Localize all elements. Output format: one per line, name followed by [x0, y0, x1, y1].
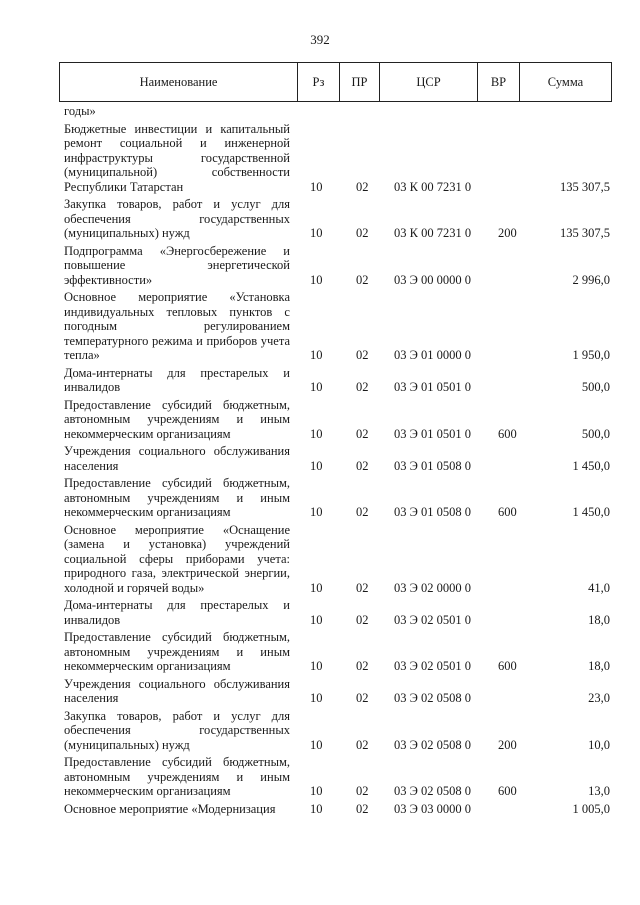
cell-pr: 02 — [356, 380, 369, 394]
table-body — [64, 104, 610, 819]
table-row — [64, 802, 610, 817]
cell-rz: 10 — [310, 580, 323, 595]
cell-pr: 02 — [356, 426, 369, 441]
cell-csr: 03 Э 01 0508 0 — [394, 458, 472, 473]
cell-rz: 10 — [310, 179, 323, 194]
cell-sum: 23,0 — [588, 691, 610, 705]
cell-name: Предоставление субсидий бюджетным, автономным учреждениям и иным некоммерческим организациям — [64, 630, 290, 673]
cell-sum: 1 005,0 — [572, 801, 610, 816]
header-csr: ЦСР — [380, 63, 478, 101]
page-number: 392 — [310, 32, 330, 47]
table-row — [64, 755, 610, 799]
cell-rz: 10 — [310, 659, 323, 673]
cell-name: Предоставление субсидий бюджетным, автономным учреждениям и иным некоммерческим организациям — [64, 476, 290, 519]
table-row — [64, 598, 610, 627]
cell-name: Закупка товаров, работ и услуг для обеспечения государственных (муниципальных) нужд — [64, 197, 290, 240]
cell-rz: 10 — [310, 272, 323, 287]
cell-pr: 02 — [356, 272, 369, 287]
cell-name: Дома-интернаты для престарелых и инвалидов — [64, 365, 290, 394]
cell-sum: 13,0 — [588, 784, 610, 798]
cell-name: Предоставление субсидий бюджетным, автономным учреждениям и иным некоммерческим организациям — [64, 755, 290, 798]
cell-rz: 10 — [310, 784, 323, 798]
cell-csr: 03 Э 01 0501 0 — [394, 426, 472, 441]
cell-vr: 600 — [498, 659, 517, 673]
cell-pr: 02 — [356, 226, 369, 240]
table-row — [64, 444, 610, 473]
cell-csr: 03 Э 02 0508 0 — [394, 691, 472, 705]
cell-name: Подпрограмма «Энергосбережение и повышение энергетической эффективности» — [64, 243, 290, 287]
cell-csr: 03 Э 02 0508 0 — [394, 737, 472, 752]
header-pr: ПР — [340, 63, 380, 101]
cell-csr: 03 Э 01 0501 0 — [394, 380, 472, 394]
cell-name: Дома-интернаты для престарелых и инвалидов — [64, 598, 290, 627]
cell-name: годы» — [64, 104, 96, 118]
cell-sum: 500,0 — [581, 426, 610, 441]
table-row — [64, 709, 610, 753]
cell-pr: 02 — [356, 659, 369, 673]
cell-name: Основное мероприятие «Модернизация — [64, 801, 276, 816]
cell-vr: 200 — [498, 737, 517, 752]
cell-pr: 02 — [356, 505, 369, 519]
cell-pr: 02 — [356, 691, 369, 705]
cell-sum: 2 996,0 — [572, 272, 610, 287]
cell-name: Учреждения социального обслуживания населения — [64, 676, 290, 705]
table-row — [64, 122, 610, 195]
cell-rz: 10 — [310, 426, 323, 441]
cell-rz: 10 — [310, 380, 323, 394]
cell-rz: 10 — [310, 801, 323, 816]
cell-rz: 10 — [310, 505, 323, 519]
cell-name: Основное мероприятие «Оснащение (замена и установка) учреждений социальной сферы приборами учета: природного газа, электрической энергии, холодной и горячей воды» — [64, 522, 290, 595]
cell-name: Учреждения социального обслуживания населения — [64, 444, 290, 473]
cell-csr: 03 Э 00 0000 0 — [394, 272, 472, 287]
cell-pr: 02 — [356, 737, 369, 752]
cell-pr: 02 — [356, 801, 369, 816]
table-row — [64, 630, 610, 674]
table-row — [64, 523, 610, 596]
table-row — [64, 476, 610, 520]
header-rz: Рз — [298, 63, 340, 101]
cell-sum: 135 307,5 — [560, 226, 610, 240]
table-row — [64, 677, 610, 706]
cell-csr: 03 Э 03 0000 0 — [394, 801, 472, 816]
cell-vr: 200 — [498, 226, 517, 240]
cell-rz: 10 — [310, 458, 323, 473]
cell-csr: 03 Э 02 0501 0 — [394, 659, 472, 673]
cell-sum: 1 450,0 — [572, 458, 610, 473]
cell-rz: 10 — [310, 226, 323, 240]
table-row — [64, 366, 610, 395]
cell-csr: 03 Э 01 0508 0 — [394, 505, 472, 519]
cell-sum: 18,0 — [588, 659, 610, 673]
cell-csr: 03 Э 02 0000 0 — [394, 580, 472, 595]
header-vr: ВР — [478, 63, 520, 101]
cell-vr: 600 — [498, 784, 517, 798]
cell-name: Бюджетные инвестиции и капитальный ремонт социальной и инженерной инфраструктуры государственной (муниципальной) собственности Республики Татарстан — [64, 121, 290, 194]
header-name: Наименование — [60, 63, 298, 101]
table-row — [64, 244, 610, 288]
cell-sum: 1 950,0 — [572, 348, 610, 362]
header-sum: Сумма — [547, 75, 584, 89]
cell-csr: 03 Э 02 0501 0 — [394, 612, 472, 627]
table-row — [64, 104, 610, 119]
cell-vr: 600 — [498, 505, 517, 519]
cell-sum: 135 307,5 — [560, 179, 610, 194]
cell-pr: 02 — [356, 612, 369, 627]
cell-rz: 10 — [310, 348, 323, 362]
cell-csr: 03 К 00 7231 0 — [394, 226, 472, 240]
cell-csr: 03 К 00 7231 0 — [394, 179, 472, 194]
table-row — [64, 290, 610, 363]
cell-name: Основное мероприятие «Установка индивидуальных тепловых пунктов с погодным регулированием температурного режима и приборов учета тепла» — [64, 290, 290, 362]
cell-csr: 03 Э 02 0508 0 — [394, 784, 472, 798]
cell-sum: 500,0 — [581, 380, 610, 394]
cell-rz: 10 — [310, 737, 323, 752]
table-header — [59, 62, 612, 102]
table-row — [64, 197, 610, 241]
cell-pr: 02 — [356, 784, 369, 798]
cell-sum: 41,0 — [588, 580, 610, 595]
cell-pr: 02 — [356, 458, 369, 473]
cell-rz: 10 — [310, 612, 323, 627]
cell-pr: 02 — [356, 179, 369, 194]
cell-csr: 03 Э 01 0000 0 — [394, 348, 472, 362]
cell-pr: 02 — [356, 348, 369, 362]
table-row — [64, 398, 610, 442]
cell-name: Предоставление субсидий бюджетным, автономным учреждениям и иным некоммерческим организациям — [64, 397, 290, 441]
cell-name: Закупка товаров, работ и услуг для обеспечения государственных (муниципальных) нужд — [64, 708, 290, 752]
cell-sum: 10,0 — [588, 737, 610, 752]
cell-sum: 1 450,0 — [572, 505, 610, 519]
cell-vr: 600 — [498, 426, 517, 441]
cell-sum: 18,0 — [588, 612, 610, 627]
cell-pr: 02 — [356, 580, 369, 595]
cell-rz: 10 — [310, 691, 323, 705]
